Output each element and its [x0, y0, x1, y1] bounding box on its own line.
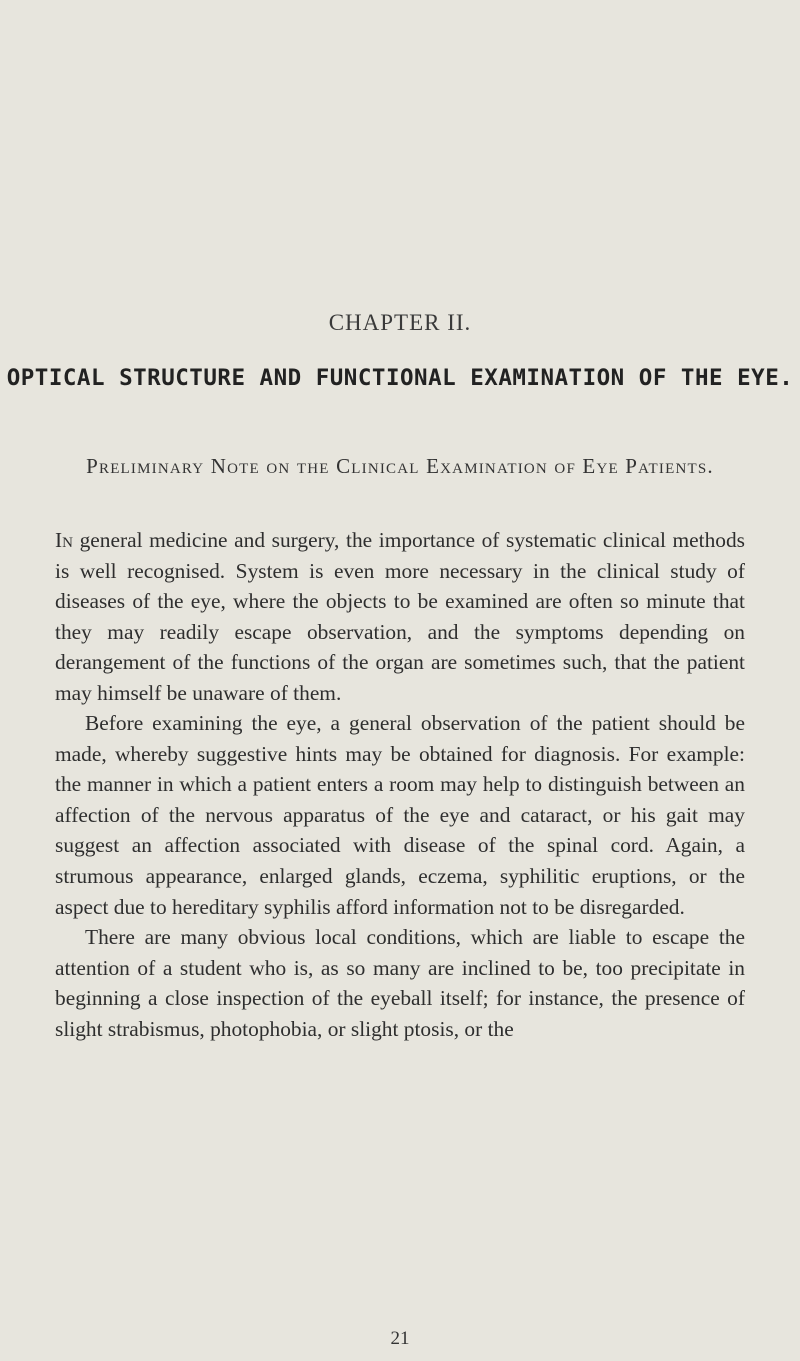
- paragraph-1-lead-word: In: [55, 528, 73, 552]
- paragraph-1: [55, 525, 745, 708]
- section-subtitle: Preliminary Note on the Clinical Examination of Eye Patients.: [86, 454, 714, 478]
- paragraph-2: Before examining the eye, a general observation of the patient should be made, whereby suggestive hints may be obtained for diagnosis. For example: the manner in which a patient enters a room may help to distinguish between an affection of the nervous apparatus of the eye and cataract, or his gait may suggest an affection associated with disease of the spinal cord. Again, a strumous appearance, enlarged glands, eczema, syphilitic eruptions, or the aspect due to hereditary syphilis afford information not to be disregarded.: [55, 711, 745, 919]
- chapter-heading: CHAPTER II.: [328, 310, 472, 335]
- body-text: [55, 525, 745, 1044]
- page-number: 21: [390, 1328, 410, 1349]
- paragraph-1-text: general medicine and surgery, the importance of systematic clinical methods is well recognised. System is even more necessary in the clinical study of diseases of the eye, where the objects to be examined are often so minute that they may readily escape observation, and the symptoms depending on derangement of the functions of the organ are sometimes such, that the patient may himself be unaware of them.: [55, 528, 745, 705]
- chapter-title: OPTICAL STRUCTURE AND FUNCTIONAL EXAMINATION OF THE EYE.: [6, 365, 794, 391]
- paragraph-3: There are many obvious local conditions, which are liable to escape the attention of a student who is, as so many are inclined to be, too precipitate in beginning a close inspection of the eyeball itself; for instance, the presence of slight strabismus, photophobia, or slight ptosis, or the: [55, 925, 745, 1041]
